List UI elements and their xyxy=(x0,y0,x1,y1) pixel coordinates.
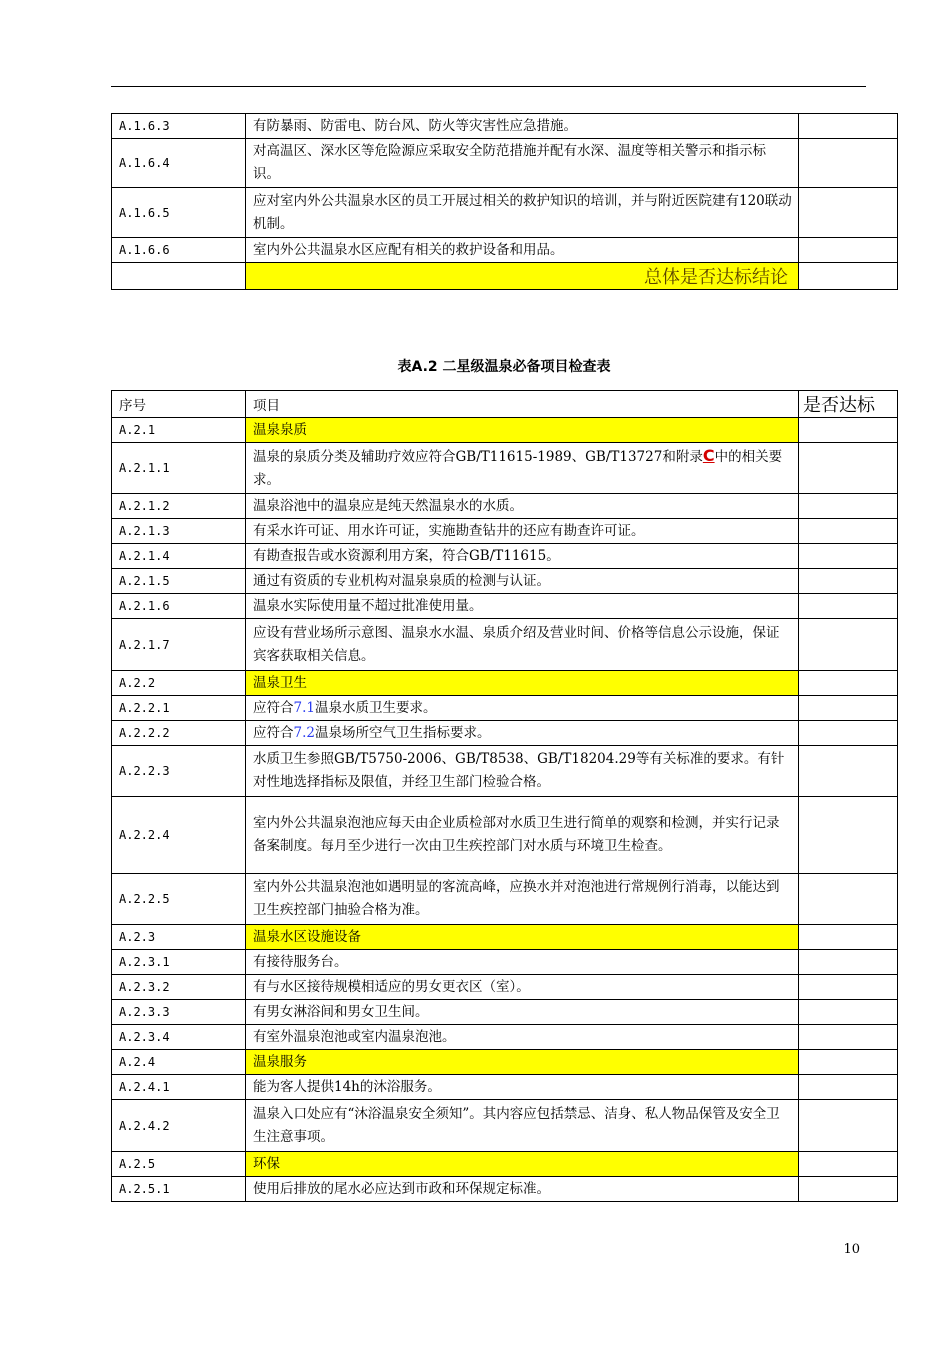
row-id: A.2.3 xyxy=(112,925,246,950)
table-row xyxy=(112,569,898,594)
table-row xyxy=(112,975,898,1000)
row-item xyxy=(246,721,799,746)
row-id: A.2.1.2 xyxy=(112,494,246,519)
row-id: A.2.5.1 xyxy=(112,1177,246,1202)
table-row xyxy=(112,544,898,569)
section-title: 温泉服务 xyxy=(246,1050,799,1075)
row-item: 有采水许可证、用水许可证，实施勘查钻井的还应有勘查许可证。 xyxy=(246,519,799,544)
row-item: 室内外公共温泉水区应配有相关的救护设备和用品。 xyxy=(246,238,799,263)
table-title: 表A.2 二星级温泉必备项目检查表 xyxy=(397,359,611,375)
row-item: 通过有资质的专业机构对温泉泉质的检测与认证。 xyxy=(246,569,799,594)
row-status xyxy=(799,569,898,594)
row-text: 温泉场所空气卫生指标要求。 xyxy=(314,724,491,741)
row-item: 温泉入口处应有“沐浴温泉安全须知”。其内容应包括禁忌、洁身、私人物品保管及安全卫生注意事项。 xyxy=(246,1100,799,1152)
row-id: A.2.2 xyxy=(112,671,246,696)
row-item: 有勘查报告或水资源利用方案，符合GB/T11615。 xyxy=(246,544,799,569)
row-id: A.1.6.3 xyxy=(112,114,246,139)
table-row xyxy=(112,874,898,925)
table-row xyxy=(112,114,898,139)
row-id: A.2.2.4 xyxy=(112,797,246,874)
conclusion-row xyxy=(112,263,898,290)
row-item xyxy=(246,696,799,721)
section-row xyxy=(112,418,898,443)
section-title: 温泉水区设施设备 xyxy=(246,925,799,950)
section-title: 温泉泉质 xyxy=(246,418,799,443)
header-rule xyxy=(111,86,866,87)
section-title: 温泉卫生 xyxy=(246,671,799,696)
row-item: 有与水区接待规模相适应的男女更衣区（室）。 xyxy=(246,975,799,1000)
table-header-row xyxy=(112,391,898,418)
row-item: 使用后排放的尾水必应达到市政和环保规定标准。 xyxy=(246,1177,799,1202)
table-row xyxy=(112,139,898,188)
row-status xyxy=(799,925,898,950)
overall-conclusion-label: 总体是否达标结论 xyxy=(246,263,799,290)
row-status xyxy=(799,1177,898,1202)
row-id xyxy=(112,263,246,290)
table-row xyxy=(112,1177,898,1202)
table-row xyxy=(112,494,898,519)
row-id: A.2.1.4 xyxy=(112,544,246,569)
row-item: 温泉浴池中的温泉应是纯天然温泉水的水质。 xyxy=(246,494,799,519)
row-status xyxy=(799,114,898,139)
row-status xyxy=(799,950,898,975)
section-reference-link[interactable]: 7.1 xyxy=(293,699,315,716)
row-item: 有室外温泉泡池或室内温泉泡池。 xyxy=(246,1025,799,1050)
row-status xyxy=(799,1050,898,1075)
row-id: A.2.2.3 xyxy=(112,746,246,797)
header-item: 项目 xyxy=(246,391,799,418)
table-row xyxy=(112,1100,898,1152)
row-status xyxy=(799,874,898,925)
row-status xyxy=(799,797,898,874)
row-status xyxy=(799,619,898,671)
row-status xyxy=(799,238,898,263)
row-item: 有男女淋浴间和男女卫生间。 xyxy=(246,1000,799,1025)
row-status xyxy=(799,721,898,746)
table-row xyxy=(112,797,898,874)
row-text: 应符合 xyxy=(253,724,294,741)
table-row xyxy=(112,519,898,544)
table-row xyxy=(112,238,898,263)
row-status xyxy=(799,139,898,188)
row-id: A.2.5 xyxy=(112,1152,246,1177)
row-id: A.2.3.2 xyxy=(112,975,246,1000)
table-row xyxy=(112,950,898,975)
row-status xyxy=(799,746,898,797)
row-item: 应设有营业场所示意图、温泉水水温、泉质介绍及营业时间、价格等信息公示设施，保证宾客获取相关信息。 xyxy=(246,619,799,671)
row-id: A.2.4 xyxy=(112,1050,246,1075)
header-status: 是否达标 xyxy=(799,391,898,418)
row-id: A.2.2.2 xyxy=(112,721,246,746)
row-status xyxy=(799,975,898,1000)
row-item: 对高温区、深水区等危险源应采取安全防范措施并配有水深、温度等相关警示和指示标识。 xyxy=(246,139,799,188)
row-id: A.2.1.6 xyxy=(112,594,246,619)
row-status xyxy=(799,188,898,238)
page-number: 10 xyxy=(843,1242,860,1257)
section-row xyxy=(112,925,898,950)
row-item: 室内外公共温泉泡池如遇明显的客流高峰，应换水并对泡池进行常规例行消毒，以能达到卫生疾控部门抽验合格为准。 xyxy=(246,874,799,925)
table-row xyxy=(112,1000,898,1025)
table-row xyxy=(112,721,898,746)
table-row xyxy=(112,696,898,721)
row-status xyxy=(799,494,898,519)
row-status xyxy=(799,544,898,569)
row-item: 温泉水实际使用量不超过批准使用量。 xyxy=(246,594,799,619)
row-status xyxy=(799,519,898,544)
row-status xyxy=(799,443,898,494)
section-reference-link[interactable]: 7.2 xyxy=(293,724,315,741)
row-item: 有接待服务台。 xyxy=(246,950,799,975)
row-id: A.2.4.1 xyxy=(112,1075,246,1100)
row-id: A.1.6.4 xyxy=(112,139,246,188)
section-row xyxy=(112,1050,898,1075)
row-text: 温泉水质卫生要求。 xyxy=(314,699,437,716)
row-id: A.2.1 xyxy=(112,418,246,443)
section-title: 环保 xyxy=(246,1152,799,1177)
row-id: A.1.6.5 xyxy=(112,188,246,238)
row-status xyxy=(799,1075,898,1100)
table-row xyxy=(112,1075,898,1100)
table-row xyxy=(112,746,898,797)
row-status xyxy=(799,1152,898,1177)
row-status xyxy=(799,1000,898,1025)
checklist-table-a2 xyxy=(111,390,898,1202)
row-id: A.2.1.3 xyxy=(112,519,246,544)
table-row xyxy=(112,619,898,671)
row-item: 应对室内外公共温泉水区的员工开展过相关的救护知识的培训，并与附近医院建有120联动机制。 xyxy=(246,188,799,238)
appendix-reference-link[interactable]: C xyxy=(702,446,715,465)
row-id: A.2.3.1 xyxy=(112,950,246,975)
table-row xyxy=(112,188,898,238)
section-row xyxy=(112,671,898,696)
row-id: A.2.2.5 xyxy=(112,874,246,925)
row-status xyxy=(799,696,898,721)
row-status xyxy=(799,594,898,619)
row-text: 温泉的泉质分类及辅助疗效应符合GB/T11615-1989、GB/T13727和附录 xyxy=(253,449,703,465)
row-status xyxy=(799,1025,898,1050)
table-row xyxy=(112,443,898,494)
table-row xyxy=(112,1025,898,1050)
row-text: 中的相关要求。 xyxy=(253,449,783,488)
table-row xyxy=(112,594,898,619)
row-status xyxy=(799,671,898,696)
row-id: A.2.1.5 xyxy=(112,569,246,594)
row-item xyxy=(246,443,799,494)
row-item: 有防暴雨、防雷电、防台风、防火等灾害性应急措施。 xyxy=(246,114,799,139)
section-row xyxy=(112,1152,898,1177)
row-id: A.2.1.1 xyxy=(112,443,246,494)
row-text: 应符合 xyxy=(253,699,294,716)
row-status xyxy=(799,418,898,443)
row-id: A.2.3.3 xyxy=(112,1000,246,1025)
row-item: 能为客人提供14h的沐浴服务。 xyxy=(246,1075,799,1100)
row-id: A.2.4.2 xyxy=(112,1100,246,1152)
row-item: 室内外公共温泉泡池应每天由企业质检部对水质卫生进行简单的观察和检测，并实行记录备案制度。每月至少进行一次由卫生疾控部门对水质与环境卫生检查。 xyxy=(246,797,799,874)
row-item: 水质卫生参照GB/T5750-2006、GB/T8538、GB/T18204.29等有关标准的要求。有针对性地选择指标及限值，并经卫生部门检验合格。 xyxy=(246,746,799,797)
row-status xyxy=(799,263,898,290)
row-id: A.2.1.7 xyxy=(112,619,246,671)
row-id: A.2.3.4 xyxy=(112,1025,246,1050)
checklist-table-a1-6 xyxy=(111,113,898,290)
row-id: A.2.2.1 xyxy=(112,696,246,721)
header-no: 序号 xyxy=(112,391,246,418)
row-id: A.1.6.6 xyxy=(112,238,246,263)
row-status xyxy=(799,1100,898,1152)
